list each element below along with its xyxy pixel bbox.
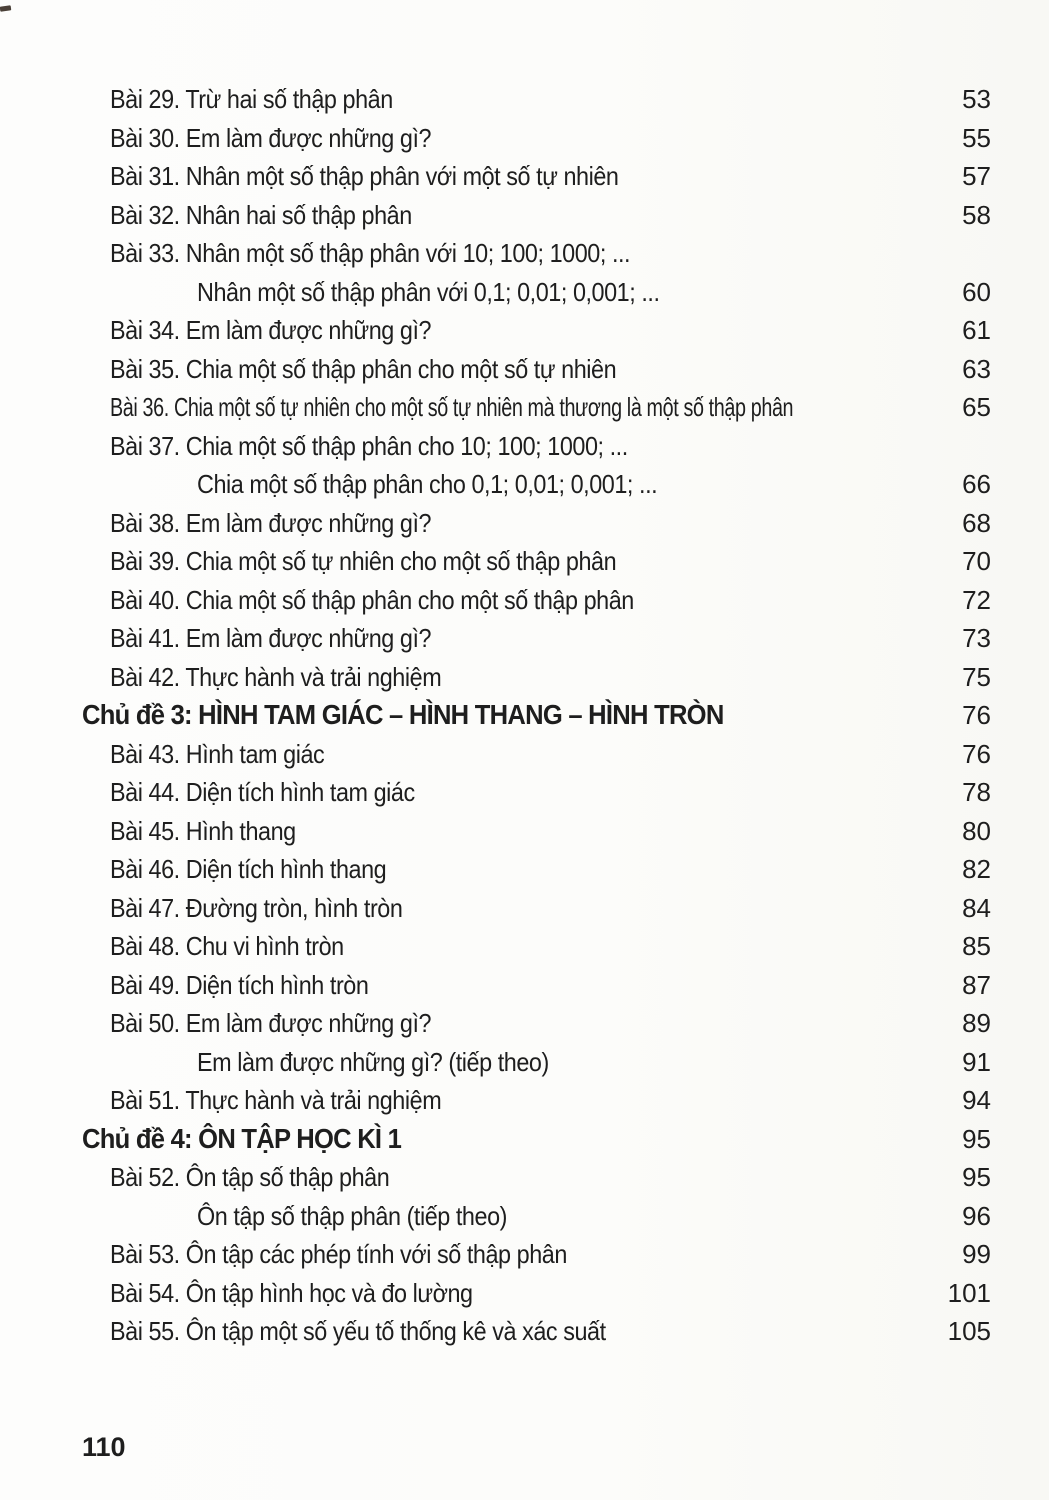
toc-entry-page: 66 xyxy=(962,469,991,499)
toc-entry-title: Bài 31. Nhân một số thập phân với một số tự nhiên xyxy=(110,161,619,191)
toc-entry-page: 73 xyxy=(962,623,991,653)
toc-entry-page: 95 xyxy=(962,1123,991,1154)
toc-entry-page: 75 xyxy=(962,661,991,692)
toc-entry-title: Bài 55. Ôn tập một số yếu tố thống kê và xác suất xyxy=(110,1316,606,1346)
toc-entry-title: Chia một số thập phân cho 0,1; 0,01; 0,001; ... xyxy=(197,469,658,499)
toc-entry-title: Bài 35. Chia một số thập phân cho một số tự nhiên xyxy=(110,353,617,384)
toc-entry-page: 91 xyxy=(962,1046,991,1077)
toc-entry-page: 70 xyxy=(962,546,991,576)
toc-entry-title: Bài 49. Diện tích hình tròn xyxy=(110,969,369,1000)
toc-entry-row xyxy=(0,504,1049,543)
toc-entry-row xyxy=(0,927,1049,966)
toc-entry-row xyxy=(0,80,1049,119)
toc-entry-page: 94 xyxy=(962,1085,991,1115)
toc-entry-row xyxy=(0,311,1049,350)
toc-entry-title: Bài 44. Diện tích hình tam giác xyxy=(110,777,415,807)
toc-entry-page: 82 xyxy=(962,854,991,884)
toc-entry-title: Bài 33. Nhân một số thập phân với 10; 100; 1000; ... xyxy=(110,238,631,268)
toc-entry-page: 95 xyxy=(962,1162,991,1192)
toc-entry-page: 55 xyxy=(962,122,991,153)
toc-entry-title: Bài 45. Hình thang xyxy=(110,815,296,846)
toc-entry-row xyxy=(0,350,1049,389)
toc-entry-title: Bài 41. Em làm được những gì? xyxy=(110,623,432,653)
toc-entry-row xyxy=(0,889,1049,928)
toc-entry-page: 57 xyxy=(962,161,991,191)
toc-entry-title: Ôn tập số thập phân (tiếp theo) xyxy=(197,1200,507,1231)
toc-entry-row xyxy=(0,658,1049,697)
toc-entry-row xyxy=(0,157,1049,196)
toc-entry-row xyxy=(0,1158,1049,1197)
toc-entry-row xyxy=(0,427,1049,466)
toc-entry-page: 84 xyxy=(962,892,991,923)
toc-entry-title: Bài 34. Em làm được những gì? xyxy=(110,315,432,345)
toc-entry-row xyxy=(0,735,1049,774)
toc-entry-row xyxy=(0,1274,1049,1313)
toc-entry-title: Bài 46. Diện tích hình thang xyxy=(110,854,387,884)
toc-entry-row xyxy=(0,1004,1049,1043)
toc-entry-page: 58 xyxy=(962,199,991,230)
toc-continuation-row xyxy=(0,1043,1049,1082)
toc-continuation-row xyxy=(0,273,1049,312)
toc-entry-page: 101 xyxy=(947,1277,991,1308)
toc-entry-row xyxy=(0,966,1049,1005)
toc-entry-page: 96 xyxy=(962,1200,991,1231)
toc-entry-page: 76 xyxy=(962,738,991,769)
toc-entry-title: Nhân một số thập phân với 0,1; 0,01; 0,001; ... xyxy=(197,276,660,307)
toc-entry-row xyxy=(0,1312,1049,1351)
toc-chapter-title: Chủ đề 4: ÔN TẬP HỌC KÌ 1 xyxy=(82,1122,402,1154)
toc-entry-row xyxy=(0,1081,1049,1120)
toc-entry-row xyxy=(0,119,1049,158)
toc-entry-title: Bài 30. Em làm được những gì? xyxy=(110,122,432,153)
toc-entry-title: Bài 47. Đường tròn, hình tròn xyxy=(110,892,403,923)
toc-entry-page: 85 xyxy=(962,931,991,961)
toc-continuation-row xyxy=(0,465,1049,504)
toc-entry-title: Bài 48. Chu vi hình tròn xyxy=(110,931,344,961)
toc-entry-page: 63 xyxy=(962,353,991,384)
toc-entry-title: Bài 38. Em làm được những gì? xyxy=(110,507,432,538)
toc-entry-title: Bài 53. Ôn tập các phép tính với số thập phân xyxy=(110,1239,567,1269)
toc-entry-title: Bài 29. Trừ hai số thập phân xyxy=(110,84,393,114)
toc-entry-title: Bài 36. Chia một số tự nhiên cho một số tự nhiên mà thương là một số thập phân xyxy=(110,392,794,422)
page-number: 110 xyxy=(82,1432,126,1462)
toc-entry-page: 68 xyxy=(962,507,991,538)
toc-entry-page: 87 xyxy=(962,969,991,1000)
table-of-contents xyxy=(0,80,1049,1351)
toc-entry-page: 60 xyxy=(962,276,991,307)
toc-entry-title: Bài 39. Chia một số tự nhiên cho một số thập phân xyxy=(110,546,617,576)
toc-entry-page: 105 xyxy=(947,1316,991,1346)
toc-entry-page: 53 xyxy=(962,84,991,114)
toc-entry-row xyxy=(0,850,1049,889)
toc-entry-row xyxy=(0,581,1049,620)
toc-entry-page: 78 xyxy=(962,777,991,807)
toc-entry-row xyxy=(0,542,1049,581)
toc-chapter-title: Chủ đề 3: HÌNH TAM GIÁC – HÌNH THANG – HÌNH TRÒN xyxy=(82,699,724,730)
toc-continuation-row xyxy=(0,1197,1049,1236)
toc-entry-title: Bài 37. Chia một số thập phân cho 10; 100; 1000; ... xyxy=(110,430,628,461)
toc-entry-title: Bài 42. Thực hành và trải nghiệm xyxy=(110,661,442,692)
toc-entry-title: Bài 32. Nhân hai số thập phân xyxy=(110,199,412,230)
toc-entry-page: 76 xyxy=(962,700,991,730)
toc-entry-page: 61 xyxy=(962,315,991,345)
toc-entry-title: Em làm được những gì? (tiếp theo) xyxy=(197,1046,549,1077)
toc-entry-page: 80 xyxy=(962,815,991,846)
toc-entry-title: Bài 40. Chia một số thập phân cho một số thập phân xyxy=(110,584,634,615)
toc-entry-row xyxy=(0,773,1049,812)
toc-entry-row xyxy=(0,234,1049,273)
toc-entry-page: 99 xyxy=(962,1239,991,1269)
toc-entry-row xyxy=(0,388,1049,427)
toc-chapter-row xyxy=(0,1120,1049,1159)
toc-entry-page: 65 xyxy=(962,392,991,422)
scan-artifact xyxy=(0,5,11,11)
toc-entry-row xyxy=(0,1235,1049,1274)
toc-entry-title: Bài 52. Ôn tập số thập phân xyxy=(110,1162,390,1192)
toc-entry-row xyxy=(0,812,1049,851)
toc-entry-title: Bài 43. Hình tam giác xyxy=(110,738,325,769)
toc-entry-title: Bài 51. Thực hành và trải nghiệm xyxy=(110,1085,442,1115)
toc-entry-page: 89 xyxy=(962,1008,991,1038)
toc-entry-page: 72 xyxy=(962,584,991,615)
toc-entry-title: Bài 50. Em làm được những gì? xyxy=(110,1008,432,1038)
toc-chapter-row xyxy=(0,696,1049,735)
toc-entry-row xyxy=(0,619,1049,658)
toc-entry-title: Bài 54. Ôn tập hình học và đo lường xyxy=(110,1277,473,1308)
toc-entry-row xyxy=(0,196,1049,235)
